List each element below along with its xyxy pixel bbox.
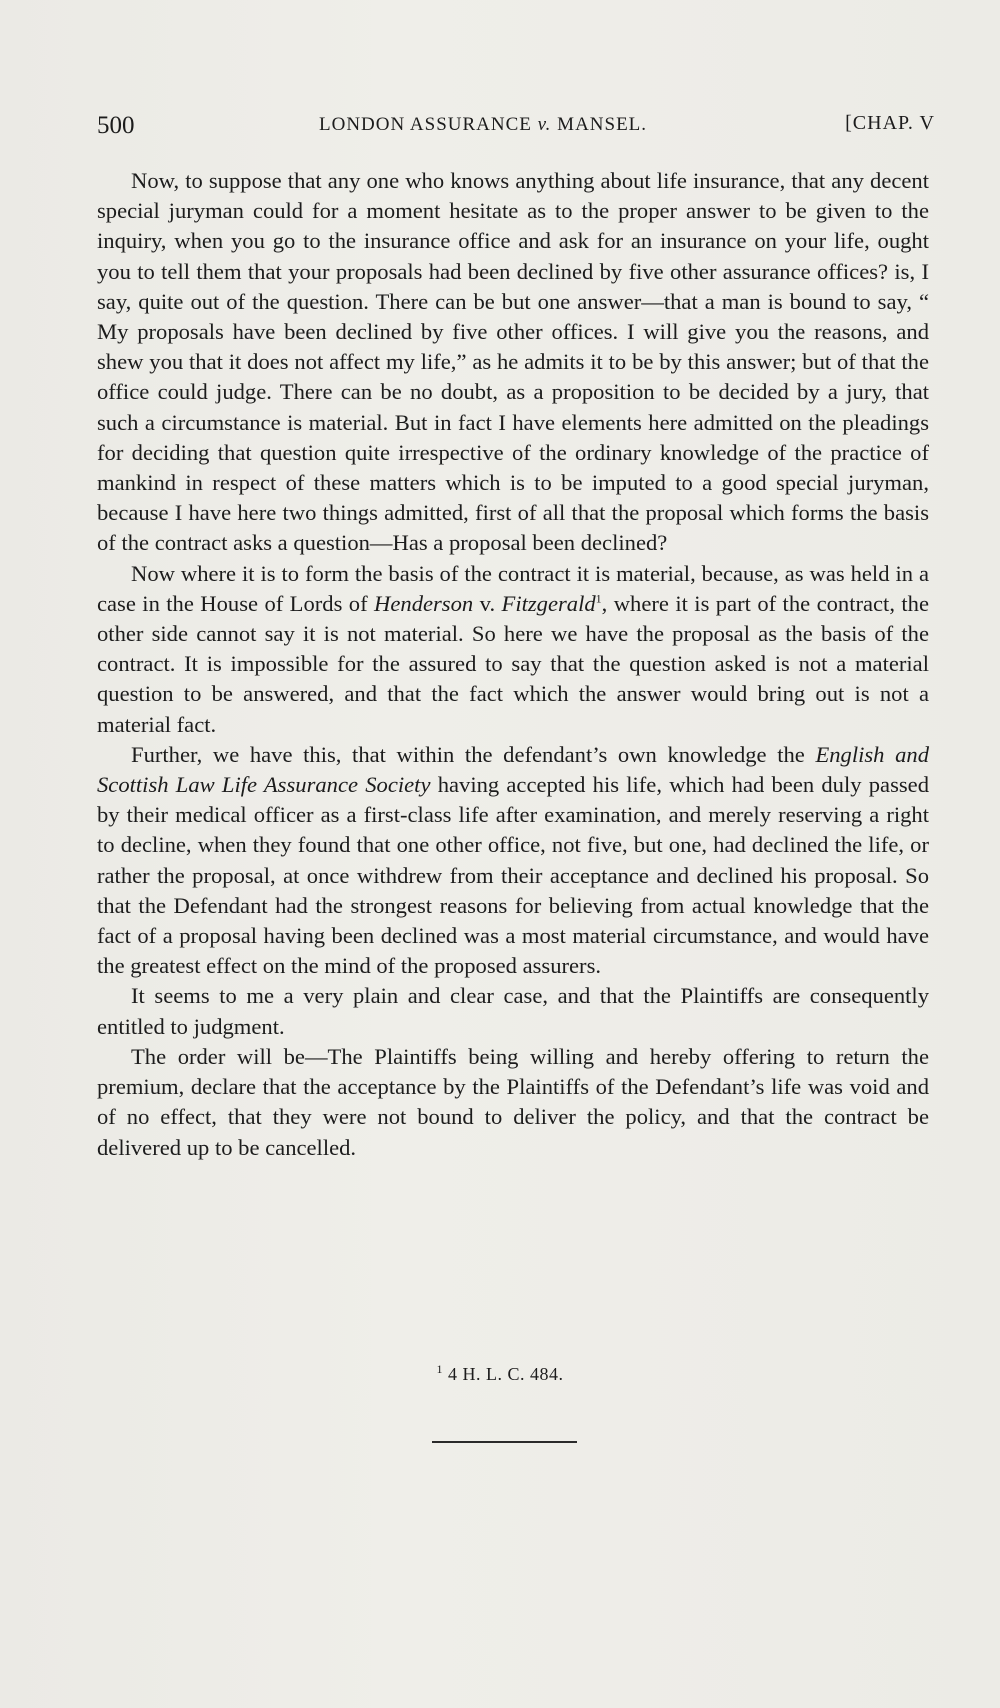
case-name-fitzgerald: Fitzgerald [501, 590, 596, 616]
footnote-text: 4 H. L. C. 484. [443, 1364, 564, 1384]
running-title [319, 114, 647, 136]
body-text [97, 166, 929, 1163]
paragraph-2-text-a: Now where it is to form the basis of the contract it is material, because, as was held in a case in the House of Lords of [97, 560, 929, 616]
chapter-label: [CHAP. V [845, 112, 935, 134]
paragraph-4: It seems to me a very plain and clear case, and that the Plaintiffs are consequently entitled to judgment. [97, 983, 929, 1039]
paragraph-2-text-b: , where it is part of the contract, the other side cannot say it is not material. So here we have the proposal as the basis of the contract. It is impossible for the assured to say that the question asked is not a material question to be answered, and that the fact which the answer would bring out is not a material fact. [97, 590, 929, 737]
footnote-marker: 1 [436, 1362, 443, 1376]
running-title-prefix: LONDON ASSURANCE [319, 114, 538, 135]
footnote-reference: 1 [595, 591, 602, 606]
running-title-suffix: MANSEL. [551, 114, 648, 135]
end-rule-divider [432, 1441, 577, 1443]
paragraph-3-text-a: Further, we have this, that within the defendant’s own knowledge the [131, 741, 816, 767]
paragraph-3-text-b: having accepted his life, which had been duly passed by their medical officer as a first-class life after examination, and merely reserving a right to decline, when they found that one other office, not five, but one, had declined the life, or rather the proposal, at once withdrew from their acceptance and declined his proposal. So that the Defendant had the strongest reasons for believing from actual knowledge that the fact of a proposal having been declined was a most material circumstance, and would have the greatest effect on the mind of the proposed assurers. [97, 772, 929, 979]
paragraph-3 [97, 740, 929, 982]
paragraph-5: The order will be—The Plaintiffs being willing and hereby offering to return the premium, declare that the acceptance by the Plaintiffs of the Defendant’s life was void and of no effect, that they were not bound to deliver the policy, and that the contract be delivered up to be cancelled. [97, 1043, 929, 1160]
page-number: 500 [97, 112, 135, 139]
society-name: English and Scottish Law Life Assurance Society [97, 741, 929, 798]
case-versus: v. [473, 590, 502, 616]
paragraph-2 [97, 559, 929, 740]
case-name-henderson: Henderson [374, 590, 474, 616]
running-header [97, 112, 935, 148]
running-title-versus: v. [537, 114, 552, 135]
footnote [0, 1364, 1000, 1385]
paragraph-1: Now, to suppose that any one who knows anything about life insurance, that any decent special juryman could for a moment hesitate as to the proper answer to be given to the inquiry, when you go to the insurance office and ask for an insurance on your life, ought you to tell them that your proposals had been declined by five other assurance offices? is, I say, quite out of the question. There can be but one answer—that a man is bound to say, “ My proposals have been declined by five other offices. I will give you the reasons, and shew you that it does not affect my life,” as he admits it to be by this answer; but of that the office could judge. There can be no doubt, as a proposition to be decided by a jury, that such a circumstance is material. But in fact I have elements here admitted on the pleadings for deciding that question quite irrespective of the ordinary knowledge of the practice of mankind in respect of these matters which is to be imputed to a good special juryman, because I have here two things admitted, first of all that the proposal which forms the basis of the contract asks a question—Has a proposal been declined? [97, 168, 929, 556]
